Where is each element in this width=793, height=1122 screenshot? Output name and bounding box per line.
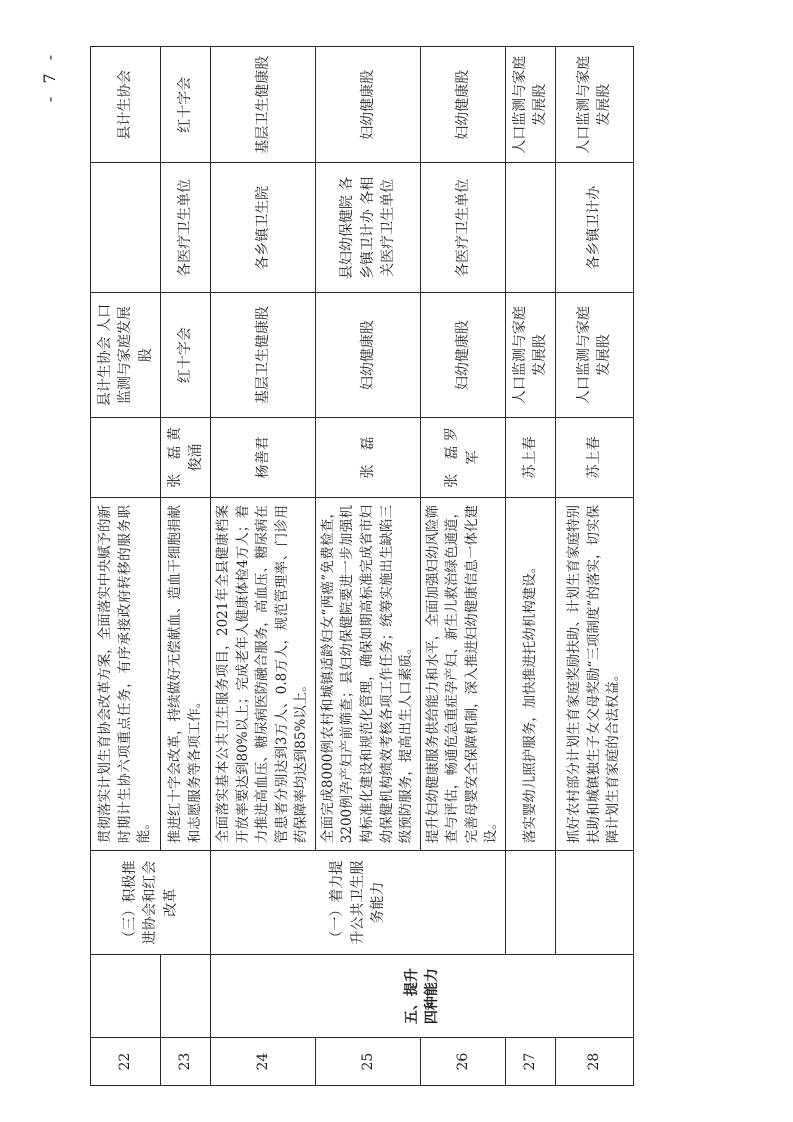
row-number: 27: [505, 1038, 555, 1086]
task-cell: 落实婴幼儿照护服务，加快推进托幼机构建设。: [505, 497, 555, 850]
row-number: 22: [91, 1038, 161, 1086]
lead-dept-cell: 妇幼健康股: [315, 293, 420, 418]
leader-cell: 杨善君: [211, 417, 316, 497]
leader-cell: 苏上春: [505, 417, 555, 497]
table-row: [505, 47, 555, 1086]
page-number: - 7 -: [40, 50, 59, 102]
category-cell: [91, 955, 161, 1038]
lead-dept-cell: 人口监测与家庭发展股: [555, 293, 633, 418]
subcategory-cell: （一）着力提升公共卫生服务能力: [211, 851, 506, 955]
task-cell: 提升妇幼健康服务供给能力和水平，全面加强妇幼风险筛查与评估，畅通危急重症孕产妇、新生儿救治绿色通道，完善母婴安全保障机制，深入推进妇幼健康信息一体化建设。: [420, 497, 505, 850]
row-number: 26: [420, 1038, 505, 1086]
coop-cell: 各乡镇卫生院: [211, 163, 316, 293]
coop-cell: 各医疗卫生单位: [420, 163, 505, 293]
coop-cell: 各乡镇卫计办: [555, 163, 633, 293]
lead-dept-cell: 妇幼健康股: [420, 293, 505, 418]
task-cell: 全面落实基本公共卫生服务项目，2021年全县健康档案开放率要达到80%以上；完成老年人健康体检4万人；着力推进高血压、糖尿病医防融合服务，高血压、糖尿病在管患者分别达到3万人、0.8万人，规范管理率、门诊用药保障率均达到85%以上。: [211, 497, 316, 850]
table-row: [91, 47, 161, 1086]
category-cell: [161, 955, 211, 1038]
lead-dept-cell: 红十字会: [161, 293, 211, 418]
row-number: 24: [211, 1038, 316, 1086]
coop-cell: 县妇幼保健院 各乡镇卫计办 各相关医疗卫生单位: [315, 163, 420, 293]
row-number: 23: [161, 1038, 211, 1086]
coop-cell: [505, 163, 555, 293]
table-row: [555, 47, 633, 1086]
lead-dept-cell: 人口监测与家庭发展股: [505, 293, 555, 418]
task-cell: 贯彻落实计划生育协会改革方案，全面落实中央赋予的新时期计生协六项重点任务，有序承接政府转移的服务职能。: [91, 497, 161, 850]
lead-dept-cell: 县计生协会 人口监测与家庭发展股: [91, 293, 161, 418]
lead-dept-cell: 基层卫生健康股: [211, 293, 316, 418]
leader-cell: 张 磊 罗 军: [420, 417, 505, 497]
task-table: [90, 46, 634, 1086]
responsible-cell: 妇幼健康股: [315, 47, 420, 163]
subcategory-cell: （三）积极推进协会和红会改革: [91, 851, 211, 955]
responsible-cell: 人口监测与家庭发展股: [555, 47, 633, 163]
responsible-cell: 妇幼健康股: [420, 47, 505, 163]
coop-cell: 各医疗卫生单位: [161, 163, 211, 293]
subcategory-cell: [555, 851, 633, 955]
category-cell: 五、提升四种能力: [211, 955, 634, 1038]
task-cell: 抓好农村部分计划生育家庭奖励扶助、计划生育家庭特别扶助和城镇独生子女父母奖励“三项制度”的落实，切实保障计划生育家庭的合法权益。: [555, 497, 633, 850]
responsible-cell: 县计生协会: [91, 47, 161, 163]
leader-cell: 苏上春: [555, 417, 633, 497]
subcategory-cell: [505, 851, 555, 955]
coop-cell: [91, 163, 161, 293]
responsible-cell: 人口监测与家庭发展股: [505, 47, 555, 163]
task-cell: 推进红十字会改革，持续做好无偿献血、造血干细胞捐献和志愿服务等各项工作。: [161, 497, 211, 850]
leader-cell: [91, 417, 161, 497]
responsible-cell: 基层卫生健康股: [211, 47, 316, 163]
leader-cell: 张 磊 黄俊涌: [161, 417, 211, 497]
task-cell: 全面完成8000例农村和城镇适龄妇女“两癌”免费检查，3200例孕产妇产前筛查；县妇幼保健院要进一步加强机构标准化建设和规范化管理，确保如期高标准完成省市妇幼保健机构绩效考核各项工作任务；统筹实施出生缺陷三级预防服务，提高出生人口素质。: [315, 497, 420, 850]
row-number: 28: [555, 1038, 633, 1086]
table-row: [211, 47, 316, 1086]
responsible-cell: 红十字会: [161, 47, 211, 163]
row-number: 25: [315, 1038, 420, 1086]
leader-cell: 张 磊: [315, 417, 420, 497]
